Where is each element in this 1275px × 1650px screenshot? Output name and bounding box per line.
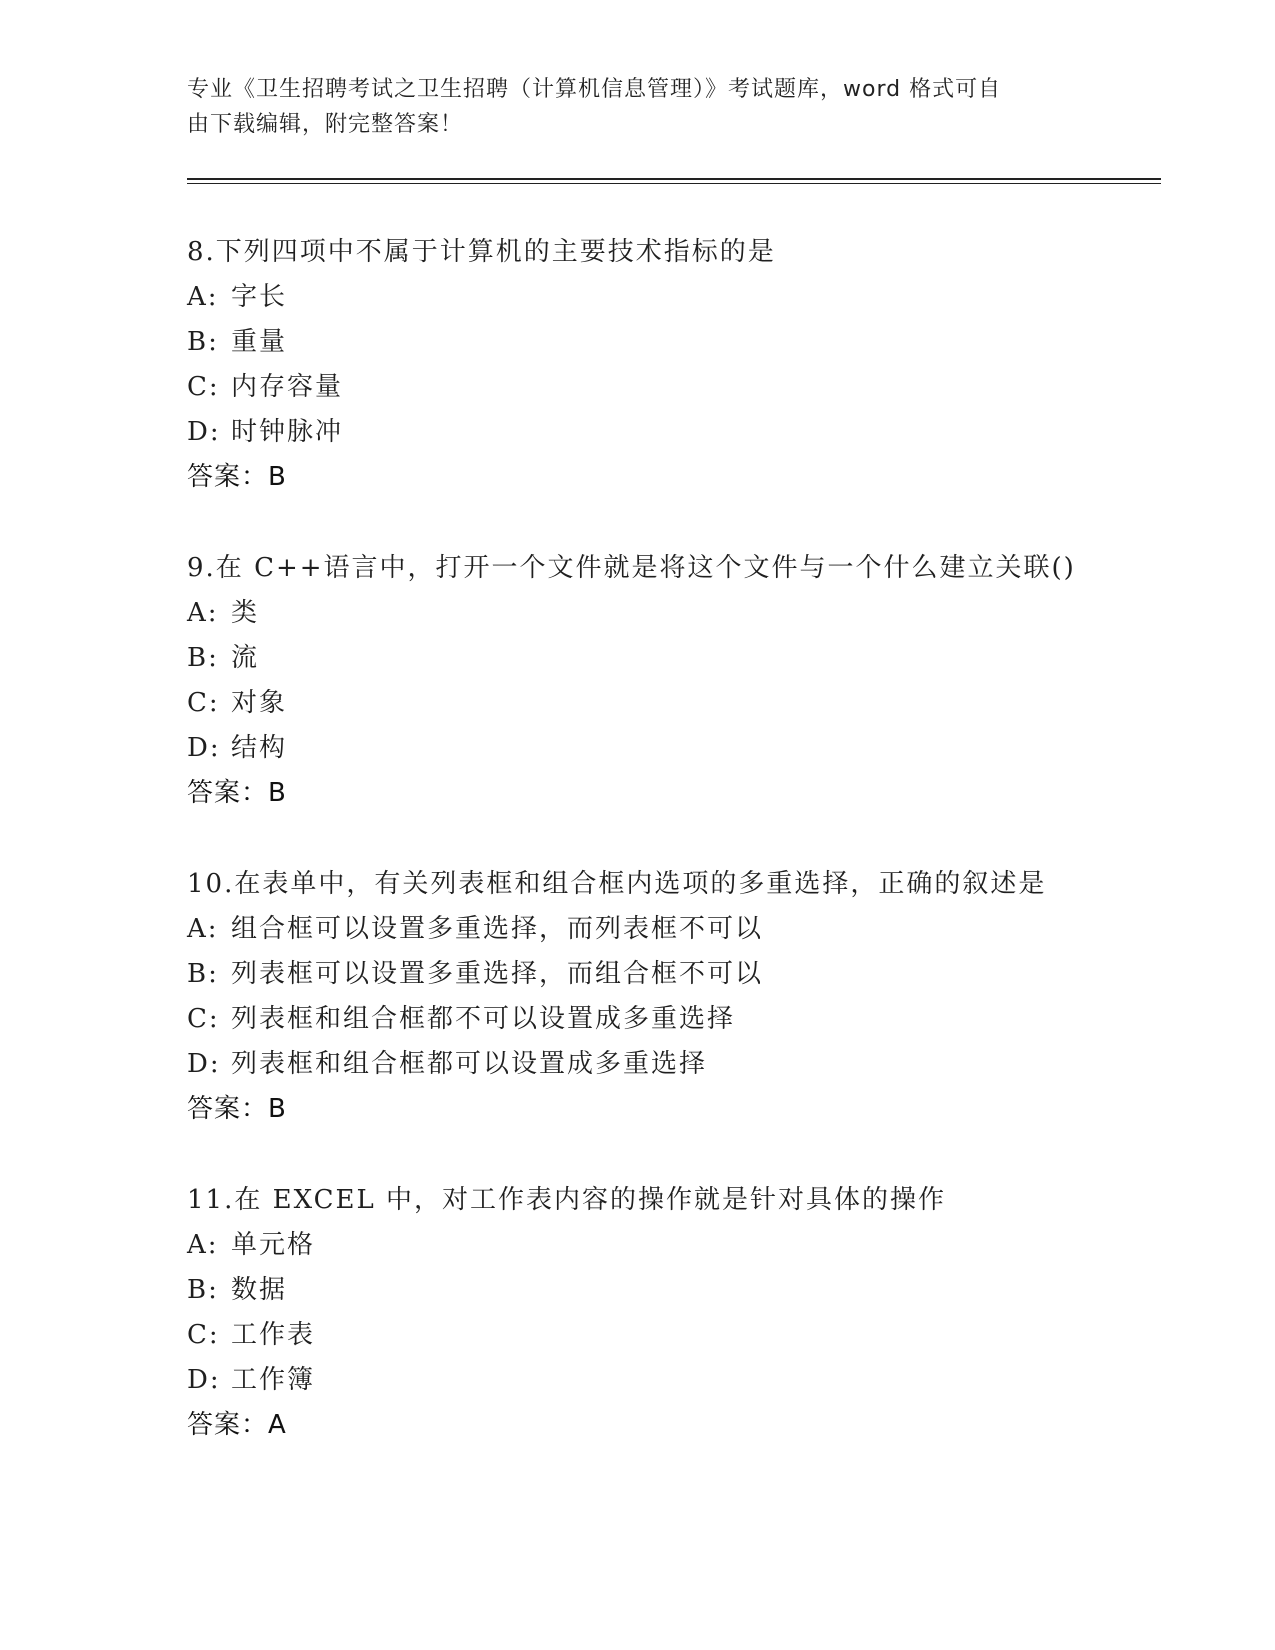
option-text: 时钟脉冲	[231, 417, 344, 447]
answer-label: 答案：B	[187, 462, 287, 492]
option-letter: D:	[187, 1049, 221, 1079]
option-text: 流	[231, 643, 260, 673]
option-a	[187, 275, 1167, 320]
question-title: 8.下列四项中不属于计算机的主要技术指标的是	[187, 237, 776, 267]
option-letter: C:	[187, 688, 220, 718]
option-a	[187, 1223, 1167, 1268]
option-text: 单元格	[231, 1230, 316, 1260]
option-d	[187, 726, 1167, 771]
option-b	[187, 636, 1167, 681]
option-text: 列表框可以设置多重选择，而组合框不可以	[231, 959, 764, 989]
question-title: 10.在表单中，有关列表框和组合框内选项的多重选择，正确的叙述是	[187, 869, 1047, 899]
option-letter: B:	[187, 1275, 219, 1305]
header-line-2: 由下载编辑，附完整答案！	[187, 112, 464, 137]
option-letter: C:	[187, 1320, 220, 1350]
option-letter: A:	[187, 914, 219, 944]
option-c	[187, 681, 1167, 726]
option-text: 类	[231, 598, 260, 628]
option-d	[187, 410, 1167, 455]
option-c	[187, 1313, 1167, 1358]
option-letter: B:	[187, 643, 219, 673]
option-text: 列表框和组合框都不可以设置成多重选择	[231, 1004, 736, 1034]
option-letter: A:	[187, 282, 219, 312]
option-c	[187, 365, 1167, 410]
option-c	[187, 997, 1167, 1042]
answer-label: 答案：A	[187, 1410, 287, 1440]
answer-label: 答案：B	[187, 778, 287, 808]
question-title: 9.在 C++语言中，打开一个文件就是将这个文件与一个什么建立关联()	[187, 553, 1076, 583]
option-a	[187, 591, 1167, 636]
option-text: 对象	[231, 688, 288, 718]
header-line-1: 专业《卫生招聘考试之卫生招聘（计算机信息管理）》考试题库，word 格式可自	[187, 77, 1002, 102]
option-text: 工作簿	[231, 1365, 316, 1395]
option-text: 工作表	[231, 1320, 316, 1350]
question-block	[187, 230, 1167, 500]
option-b	[187, 952, 1167, 997]
option-letter: D:	[187, 1365, 221, 1395]
option-letter: C:	[187, 372, 220, 402]
option-b	[187, 320, 1167, 365]
option-d	[187, 1042, 1167, 1087]
question-block	[187, 1178, 1167, 1448]
option-b	[187, 1268, 1167, 1313]
option-text: 内存容量	[231, 372, 344, 402]
question-block	[187, 546, 1167, 816]
option-text: 列表框和组合框都可以设置成多重选择	[231, 1049, 708, 1079]
option-text: 数据	[231, 1275, 288, 1305]
option-d	[187, 1358, 1167, 1403]
answer-label: 答案：B	[187, 1094, 287, 1124]
header-divider-thick	[187, 178, 1161, 180]
document-header	[187, 72, 1067, 142]
option-letter: B:	[187, 959, 219, 989]
question-title: 11.在 EXCEL 中，对工作表内容的操作就是针对具体的操作	[187, 1185, 947, 1215]
option-text: 字长	[231, 282, 288, 312]
header-divider-thin	[187, 183, 1161, 184]
option-text: 重量	[231, 327, 288, 357]
option-letter: C:	[187, 1004, 220, 1034]
option-letter: A:	[187, 598, 219, 628]
option-letter: D:	[187, 417, 221, 447]
option-text: 结构	[231, 733, 288, 763]
option-a	[187, 907, 1167, 952]
option-letter: A:	[187, 1230, 219, 1260]
option-text: 组合框可以设置多重选择，而列表框不可以	[231, 914, 764, 944]
option-letter: D:	[187, 733, 221, 763]
question-block	[187, 862, 1167, 1132]
option-letter: B:	[187, 327, 219, 357]
